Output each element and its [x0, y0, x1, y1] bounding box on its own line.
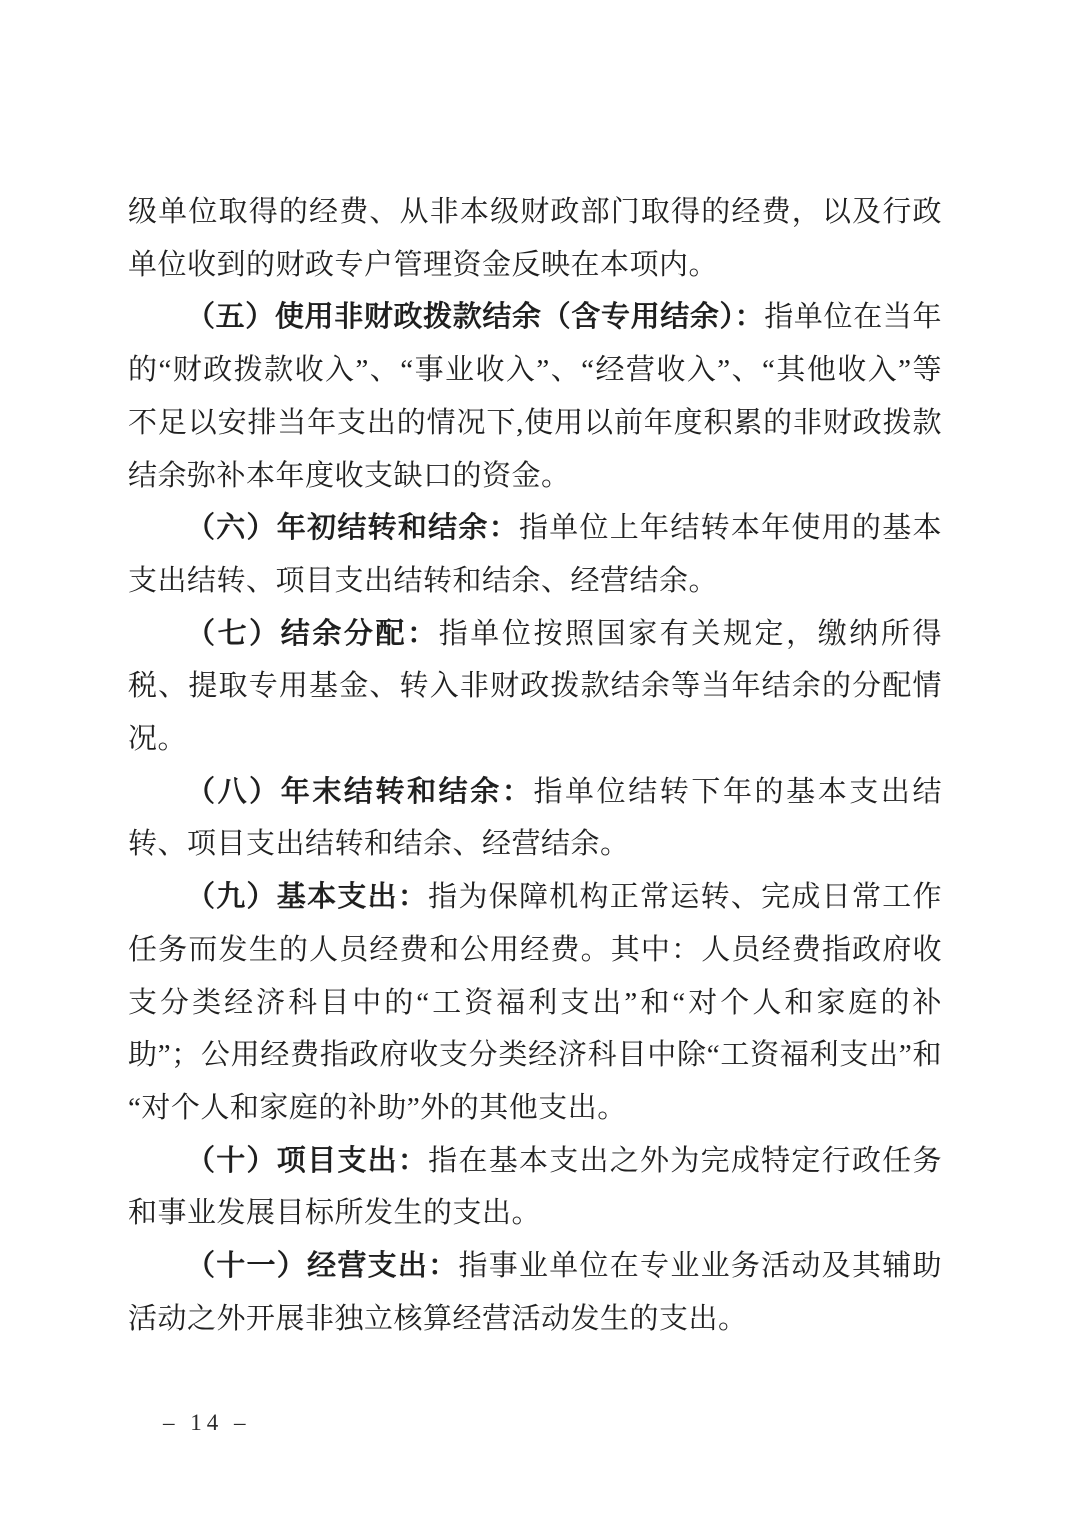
- paragraph-heading: （六）年初结转和结余：: [186, 512, 519, 545]
- paragraph-item-10: [128, 1135, 942, 1240]
- paragraph-item-8: [128, 766, 942, 871]
- paragraph-continuation: [128, 186, 942, 291]
- paragraph-heading: （十）项目支出：: [186, 1144, 429, 1177]
- paragraph-item-5: [128, 291, 942, 502]
- paragraph-text: 指单位上年结转本年使用的基本支出结转、项目支出结转和结余、经营结余。: [128, 512, 942, 597]
- paragraph-text: 指单位结转下年的基本支出结转、项目支出结转和结余、经营结余。: [128, 775, 942, 861]
- paragraph-text: 指在基本支出之外为完成特定行政任务和事业发展目标所发生的支出。: [128, 1144, 942, 1230]
- paragraph-heading: （八）年末结转和结余：: [186, 775, 534, 808]
- paragraph-text: 指事业单位在专业业务活动及其辅助活动之外开展非独立核算经营活动发生的支出。: [128, 1250, 942, 1335]
- paragraph-heading: （九）基本支出：: [186, 881, 429, 914]
- paragraph-item-6: [128, 502, 942, 607]
- paragraph-heading: （七）结余分配：: [186, 617, 439, 650]
- page-number: – 14 –: [163, 1410, 251, 1435]
- paragraph-heading: （五）使用非财政拨款结余（含专用结余）：: [186, 301, 765, 334]
- paragraph-text: 指单位按照国家有关规定，缴纳所得税、提取专用基金、转入非财政拨款结余等当年结余的分配情况。: [128, 617, 942, 756]
- paragraph-item-7: [128, 608, 942, 766]
- paragraph-text: 指单位在当年的“财政拨款收入”、“事业收入”、“经营收入”、“其他收入”等不足以安排当年支出的情况下,使用以前年度积累的非财政拨款结余弥补本年度收支缺口的资金。: [128, 301, 942, 492]
- paragraph-text: 指为保障机构正常运转、完成日常工作任务而发生的人员经费和公用经费。其中：人员经费指政府收支分类经济科目中的“工资福利支出”和“对个人和家庭的补助”；公用经费指政府收支分类经济科目中除“工资福利支出”和“对个人和家庭的补助”外的其他支出。: [128, 881, 942, 1124]
- document-body: [128, 186, 942, 1345]
- paragraph-heading: （十一）经营支出：: [186, 1250, 459, 1283]
- paragraph-item-11: [128, 1240, 942, 1345]
- paragraph-item-9: [128, 871, 942, 1135]
- paragraph-text: 级单位取得的经费、从非本级财政部门取得的经费，以及行政单位收到的财政专户管理资金反映在本项内。: [128, 196, 942, 281]
